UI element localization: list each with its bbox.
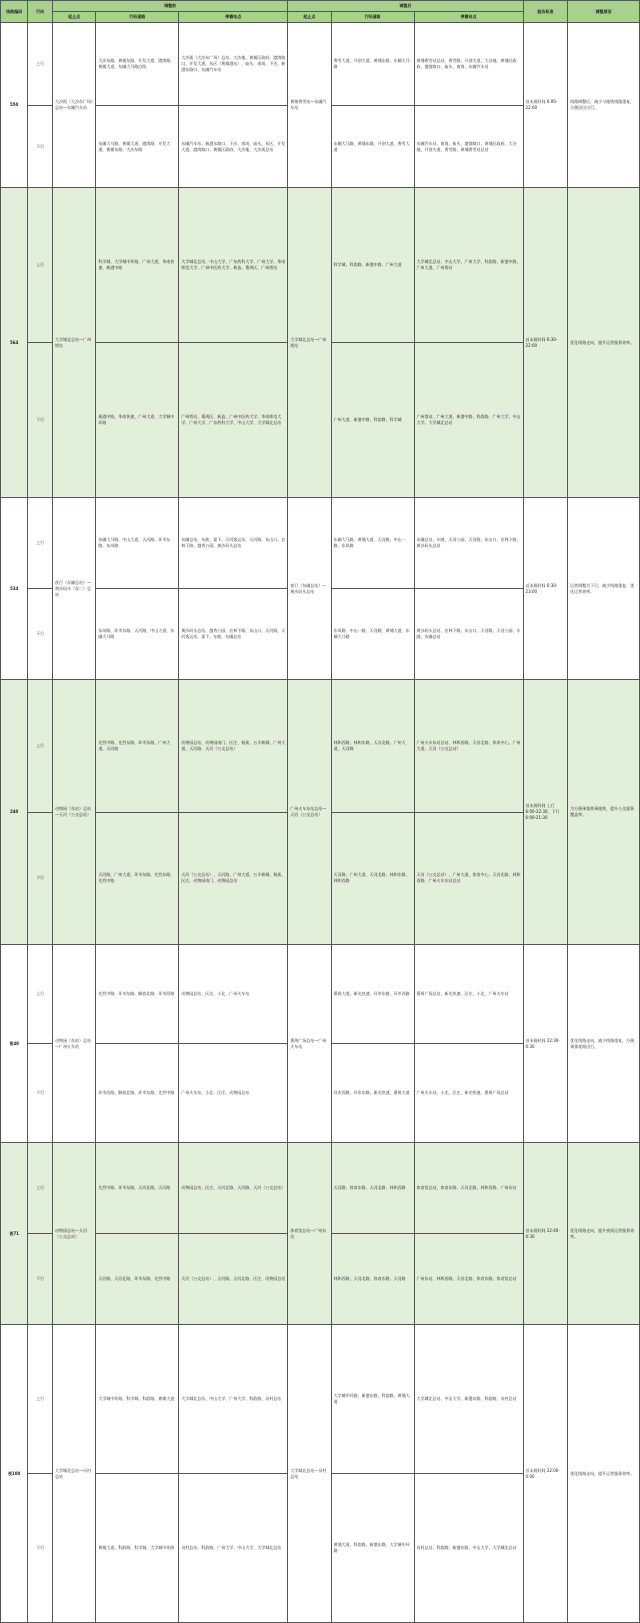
direction: 下行 [28, 1474, 53, 1623]
stops-before: 东圃总站、车陂、棠下、天河客运站、天河路、东山口、农林下路、越秀公园、黄沙码头总站 [179, 498, 288, 589]
terminals-after: 大学城北总站—广州塔站 [288, 188, 331, 498]
direction: 下行 [28, 1044, 53, 1143]
route-code: 夜100 [1, 1325, 28, 1623]
road-after: 东圃大马路、黄埔大道、天河路、中山一路、东风路 [331, 498, 414, 589]
adjustment-reason: 优化线路走向，减少线路重复，方便乘客夜间出行。 [568, 944, 640, 1142]
header-route: 线路编码 [1, 1, 28, 23]
terminals-before: 夜行（东圃总站）—黄沙码头（东二）总站 [52, 498, 95, 680]
header-direction: 行向 [28, 1, 53, 23]
road-before: 天河路、广州大道、环市东路、先烈东路、先烈中路 [96, 812, 179, 944]
road-after: 科学城、科韵路、新港中路、广州大道 [331, 188, 414, 343]
stops-before: 动物园总站、区庄、天河北路、天河路、天河（公交总站） [179, 1143, 288, 1234]
road-after: 天河路、体育东路、天河北路、林和西路 [331, 1143, 414, 1234]
road-before: 环市西路、解放北路、环市东路、先烈中路 [96, 1044, 179, 1143]
terminals-before: 动物园（东站）总站—天河（公交总站） [52, 680, 95, 945]
road-after: 广州大道、新港中路、科韵路、科学城 [331, 343, 414, 498]
route-code: 564 [1, 188, 28, 498]
header-stops-before: 停靠站点 [179, 12, 288, 23]
route-code: 240 [1, 680, 28, 945]
adjustment-reason: 线路调整后，减少与地铁线路重复，方便居民出行。 [568, 23, 640, 188]
road-before: 科学城、大学城中环路、广州大道、华南快速、新港中路 [96, 188, 179, 343]
road-before: 天河路、天河北路、环市东路、先烈中路 [96, 1234, 179, 1325]
stops-after: 东圃总站、车陂、天河公园、天河路、东山口、农林下路、黄沙码头总站 [414, 498, 523, 589]
direction: 上行 [28, 680, 53, 812]
header-road-before: 行经道路 [96, 12, 179, 23]
road-after: 香雪大道、开创大道、黄埔东路、东圃大马路 [331, 23, 414, 106]
road-after: 大学城中环路、新港东路、科韵路、黄埔大道 [331, 1325, 414, 1474]
stops-after: 广州火车东站总站、林和西路、天河北路、体育中心、广州大道、天河（公交总站） [414, 680, 523, 812]
header-service: 服务标准 [523, 1, 568, 23]
road-before: 东圃大马路、黄埔大道、港湾路、开发大道、黄埔东路、大沙东路 [96, 105, 179, 188]
terminals-before: 动物园（东站）总站—广州火车站 [52, 944, 95, 1142]
route-code: 夜48 [1, 944, 28, 1142]
stops-after: 广州塔站、广州大道、新港中路、科韵路、广州大学、中山大学、大学城北总站 [414, 343, 523, 498]
terminals-after: 黄埔香雪站—东圃汽车站 [288, 23, 331, 188]
header-before: 调整前 [52, 1, 287, 12]
stops-after: 广州火车站、小北、区庄、新光快速、番禺广场总站 [414, 1044, 523, 1143]
terminals-after: 广州火车东站总站—天河（公交总站） [288, 680, 331, 945]
header-terminals-before: 起止点 [52, 12, 95, 23]
direction: 下行 [28, 343, 53, 498]
road-after: 林和西路、林和东路、天河北路、广州大道、天河路 [331, 680, 414, 812]
direction: 下行 [28, 1234, 53, 1325]
direction: 下行 [28, 589, 53, 680]
stops-before: 大学城北总站、中山大学、广州大学、科韵路、员村总站 [179, 1325, 288, 1474]
route-code: 夜71 [1, 1143, 28, 1325]
terminals-before: 大沙街（大沙东广场）总站—东圃汽车站 [52, 23, 95, 188]
terminals-after: 夜行（东圃总站）—黄沙码头总站 [288, 498, 331, 680]
road-before: 黄埔大道、科韵路、科学城、大学城中环路 [96, 1474, 179, 1623]
stops-after: 黄沙码头总站、农林下路、东山口、天河路、天河公园、车陂、东圃总站 [414, 589, 523, 680]
adjustment-reason: 为方便乘客换乘地铁，提升公交服务覆盖率。 [568, 680, 640, 945]
road-before: 先烈中路、先烈东路、环市东路、广州大道、天河路 [96, 680, 179, 812]
direction: 下行 [28, 105, 53, 188]
route-code: 550 [1, 23, 28, 188]
stops-before: 黄沙码头总站、越秀公园、农林下路、东山口、天河路、天河客运站、棠下、车陂、东圃总站 [179, 589, 288, 680]
header-road-after: 行经道路 [331, 12, 414, 23]
road-before: 东风路、环市东路、天河路、中山大道、东圃大马路 [96, 589, 179, 680]
stops-before: 天河（公交总站）、天河路、广州大道、五羊新城、杨箕、区庄、动物园南门、动物园总站 [179, 812, 288, 944]
adjustment-reason: 优化线路走向，提升运营服务效率。 [568, 1325, 640, 1623]
stops-before: 广州塔站、番禺区、新造、广州中医药大学、华南师范大学、广州大学、广东药科大学、中山大学、大学城北总站 [179, 343, 288, 498]
header-reason: 调整原因 [568, 1, 640, 23]
stops-before: 大沙街（大沙东广场）总站、大沙地、黄埔区政府、港湾路口、开发大道、东区（黄埔港站）、庙头、南岗、下沙、新港东路口、东圃汽车站 [179, 23, 288, 106]
stops-after: 大学城北总站、中山大学、广州大学、科韵路、新港中路、广州大道、广州塔站 [414, 188, 523, 343]
direction: 上行 [28, 23, 53, 106]
stops-before: 动物园总站、动物园南门、区庄、杨箕、五羊新城、广州大道、天河路、天河（公交总站） [179, 680, 288, 812]
stops-after: 天河（公交总站）、广州大道、体育中心、天河北路、林和西路、广州火车东站总站 [414, 812, 523, 944]
terminals-after: 番禺广场总站—广州火车站 [288, 944, 331, 1142]
stops-after: 员村总站、科韵路、新港东路、中山大学、大学城北总站 [414, 1474, 523, 1623]
road-before: 新港中路、华南快速、广州大道、大学城中环路 [96, 343, 179, 498]
service-standard: 首末班时间 22:00-0:00 [523, 1325, 568, 1623]
stops-before: 广州火车站、小北、区庄、动物园总站 [179, 1044, 288, 1143]
route-code: 534 [1, 498, 28, 680]
direction: 上行 [28, 1325, 53, 1474]
stops-before: 大学城北总站、中山大学、广东药科大学、广州大学、华南师范大学、广州中医药大学、新造、番禺区、广州塔站 [179, 188, 288, 343]
service-standard: 首末班时间 22:40-0:30 [523, 1143, 568, 1325]
road-before: 东圃大马路、中山大道、天河路、环市东路、东风路 [96, 498, 179, 589]
terminals-after: 体育馆总站—广州东站 [288, 1143, 331, 1325]
road-after: 林和西路、天河北路、体育东路、天河路 [331, 1234, 414, 1325]
service-standard: 首末班时间 6:30-22:00 [523, 188, 568, 498]
road-before: 大沙东路、黄埔东路、开发大道、港湾路、黄埔大道、东圃大马路沿线 [96, 23, 179, 106]
stops-before: 天河（公交总站）、天河路、天河北路、区庄、动物园总站 [179, 1234, 288, 1325]
direction: 上行 [28, 188, 53, 343]
service-standard: 首末班时间 6:30-23:00 [523, 498, 568, 680]
road-after: 番禺大道、新光快速、环市东路、环市西路 [331, 944, 414, 1043]
table-body [1, 23, 640, 1623]
header-stops-after: 停靠站点 [414, 12, 523, 23]
road-before: 先烈中路、环市东路、解放北路、环市西路 [96, 944, 179, 1043]
stops-after: 番禺广场总站、新光快速、区庄、小北、广州火车站 [414, 944, 523, 1043]
header-after: 调整后 [288, 1, 523, 12]
adjustment-reason: 运营调整为下行，减少线路重复，优化运营效率。 [568, 498, 640, 680]
road-before: 大学城中环路、科学城、科韵路、黄埔大道 [96, 1325, 179, 1474]
stops-after: 黄埔香雪站总站、香雪路、开创大道、大沙地、黄埔区政府、港湾路口、庙头、南岗、东圃汽车站 [414, 23, 523, 106]
direction: 上行 [28, 1143, 53, 1234]
stops-before: 东圃汽车站、新港东路口、下沙、南岗、庙头、东区、开发大道、港湾路口、黄埔区政府、大沙地、大沙街总站 [179, 105, 288, 188]
direction: 上行 [28, 944, 53, 1043]
service-standard: 首末班时间 上行6:00-22:30，下行6:00-21:30 [523, 680, 568, 945]
stops-after: 体育馆总站、体育东路、天河北路、林和西路、广州东站 [414, 1143, 523, 1234]
service-standard: 首末班时间 22:30-0:30 [523, 944, 568, 1142]
road-after: 东圃大马路、黄埔东路、开创大道、香雪大道 [331, 105, 414, 188]
stops-after: 广州东站、林和西路、天河北路、体育东路、体育馆总站 [414, 1234, 523, 1325]
header-terminals-after: 起止点 [288, 12, 331, 23]
stops-after: 大学城北总站、中山大学、新港东路、科韵路、员村总站 [414, 1325, 523, 1474]
direction: 上行 [28, 498, 53, 589]
terminals-before: 大学城北总站—员村总站 [52, 1325, 95, 1623]
road-after: 天河路、广州大道、天河北路、林和东路、林和西路 [331, 812, 414, 944]
direction: 下行 [28, 812, 53, 944]
stops-before: 员村总站、科韵路、广州大学、中山大学、大学城北总站 [179, 1474, 288, 1623]
terminals-before: 大学城北总站—广州塔站 [52, 188, 95, 498]
stops-after: 东圃汽车站、南岗、庙头、港湾路口、黄埔区政府、大沙地、开创大道、香雪路、黄埔香雪站总站 [414, 105, 523, 188]
adjustment-reason: 优化线路走向，提升运营服务效率。 [568, 188, 640, 498]
road-after: 黄埔大道、科韵路、新港东路、大学城中环路 [331, 1474, 414, 1623]
road-after: 东风路、中山一路、天河路、黄埔大道、东圃大马路 [331, 589, 414, 680]
stops-before: 动物园总站、区庄、小北、广州火车站 [179, 944, 288, 1043]
terminals-before: 动物园总站—天河（公交总站） [52, 1143, 95, 1325]
adjustment-reason: 优化线路走向，提升夜间运营服务效率。 [568, 1143, 640, 1325]
service-standard: 首末班时间 6:00-22:00 [523, 23, 568, 188]
road-after: 环市西路、环市东路、新光快速、番禺大道 [331, 1044, 414, 1143]
terminals-after: 大学城北总站—员村总站 [288, 1325, 331, 1623]
road-before: 先烈中路、环市东路、天河北路、天河路 [96, 1143, 179, 1234]
